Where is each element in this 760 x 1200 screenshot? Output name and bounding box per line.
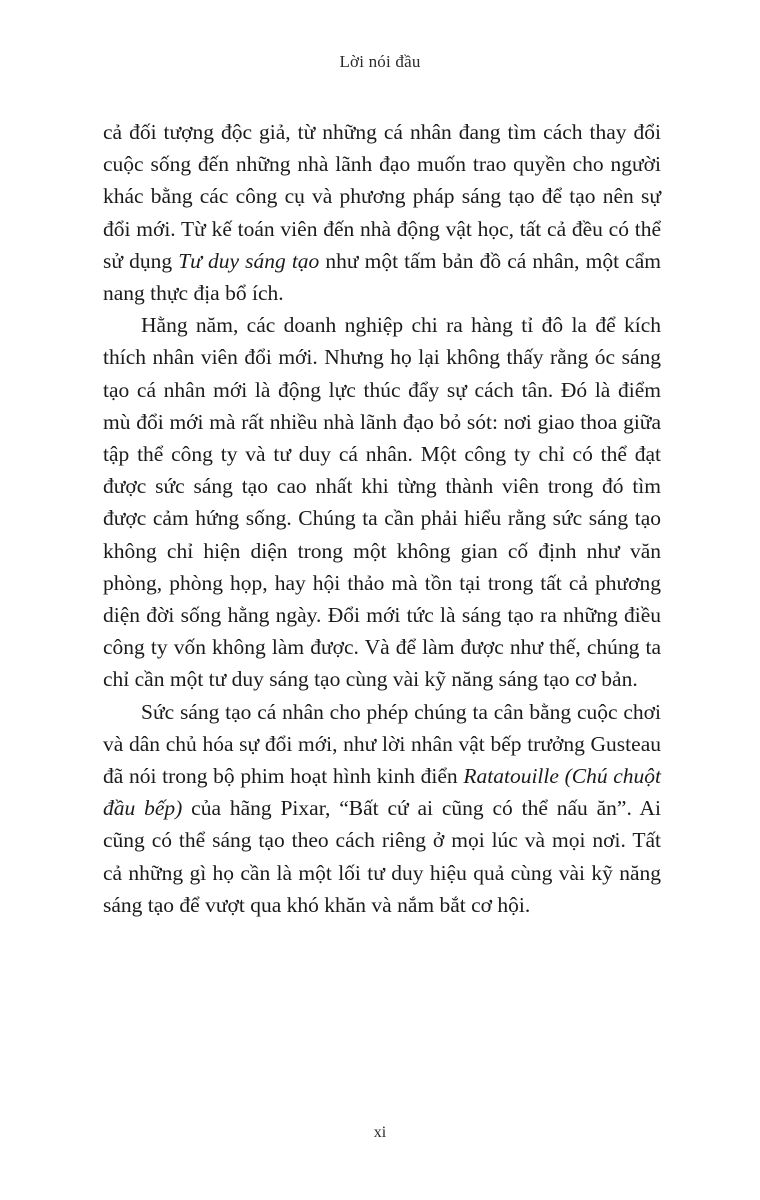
- text-segment: của hãng Pixar, “Bất cứ ai cũng có thể nấu ăn”. Ai cũng có thể sáng tạo theo cách riêng ở mọi lúc và mọi nơi. Tất cả những gì họ cần là một lối tư duy hiệu quả cùng vài kỹ năng sáng tạo để vượt qua khó khăn và nắm bắt cơ hội.: [103, 796, 662, 917]
- page-number: xi: [373, 1124, 387, 1141]
- text-segment: Sức sáng tạo cá nhân cho phép chúng ta cân bằng cuộc chơi và dân chủ hóa sự đổi mới, như lời nhân vật bếp trưởng Gusteau đã nói trong bộ phim hoạt hình kinh điển: [103, 699, 661, 789]
- text-segment: như một tấm bản đồ cá nhân, một cẩm nang thực địa bổ ích.: [103, 248, 661, 306]
- italic-text: Ratatouille (Chú chuột đầu bếp): [103, 764, 662, 821]
- body-text: [103, 116, 661, 921]
- paragraph: [103, 696, 661, 921]
- paragraph: [103, 309, 661, 695]
- running-header: Lời nói đầu: [339, 52, 421, 71]
- text-segment: Hằng năm, các doanh nghiệp chi ra hàng tỉ đô la để kích thích nhân viên đổi mới. Nhưng họ lại không thấy rằng óc sáng tạo cá nhân mới là động lực thúc đẩy sự cách tân. Đó là điểm mù đổi mới mà rất nhiều nhà lãnh đạo bỏ sót: nơi giao thoa giữa tập thể công ty và tư duy cá nhân. Một công ty chỉ có thể đạt được sức sáng tạo cao nhất khi từng thành viên trong đó tìm được cảm hứng sống. Chúng ta cần phải hiểu rằng sức sáng tạo không chỉ hiện diện trong một không gian cố định như văn phòng, phòng họp, hay hội thảo mà tồn tại trong tất cả phương diện đời sống hằng ngày. Đổi mới tức là sáng tạo ra những điều công ty vốn không làm được. Và để làm được như thế, chúng ta chỉ cần một tư duy sáng tạo cùng vài kỹ năng sáng tạo cơ bản.: [103, 313, 661, 692]
- paragraph: [103, 116, 661, 309]
- text-segment: cả đối tượng độc giả, từ những cá nhân đang tìm cách thay đổi cuộc sống đến những nhà lãnh đạo muốn trao quyền cho người khác bằng các công cụ và phương pháp sáng tạo để tạo nên sự đổi mới. Từ kế toán viên đến nhà động vật học, tất cả đều có thể sử dụng: [103, 120, 661, 273]
- italic-text: Tư duy sáng tạo: [178, 248, 320, 273]
